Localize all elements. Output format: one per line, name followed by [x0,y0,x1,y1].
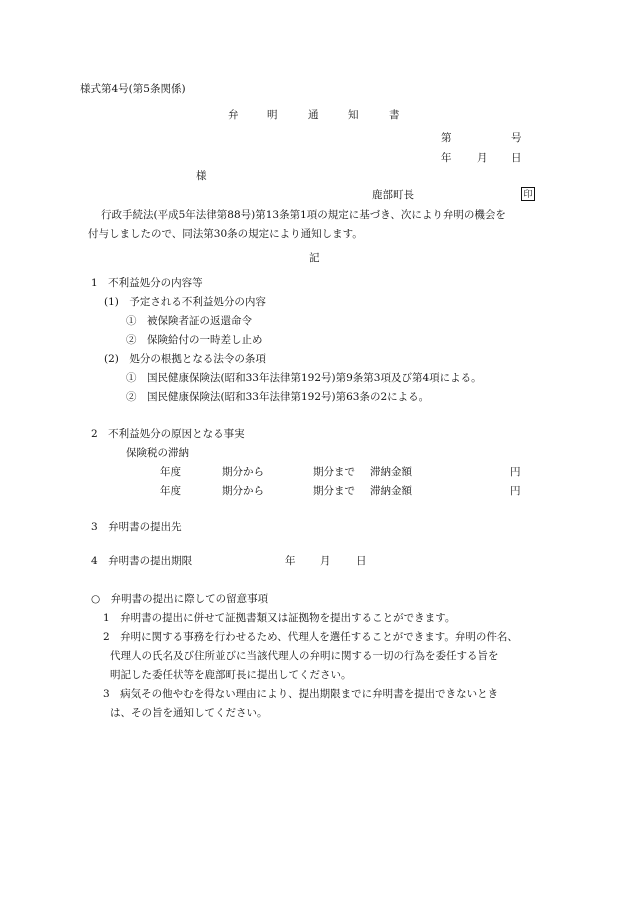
arrears-to: 期分まで [313,485,355,497]
date-day: 日 [511,152,522,164]
seal-text: 印 [523,190,533,200]
notes-item2-line2: 代理人の氏名及び住所並びに当該代理人の弁明に関する一切の行為を委任する旨を [110,650,499,662]
section2-heading: 2 不利益処分の原因となる事実 [91,428,245,440]
date-year: 年 [441,152,452,164]
title-char: 書 [389,109,400,121]
intro-text-line2: 付与しましたので、同法第30条の規定により通知します。 [88,228,363,240]
notes-item2-line1: 2 弁明に関する事務を行わせるため、代理人を選任することができます。弁明の件名、 [103,631,518,643]
date-month: 月 [477,152,488,164]
arrears-year: 年度 [160,466,181,478]
title-char: 知 [348,109,359,121]
doc-number-suffix: 号 [511,132,522,144]
section1-sub1-item: ① 被保険者証の返還命令 [126,315,252,327]
title-char: 明 [267,109,278,121]
arrears-year: 年度 [160,485,181,497]
seal-stamp [521,187,535,201]
intro-text-line1: 行政手続法(平成5年法律第88号)第13条第1項の規定に基づき、次により弁明の機会を [101,209,506,221]
section2-sub: 保険税の滞納 [126,447,189,459]
section1-sub1: (1) 予定される不利益処分の内容 [104,296,266,308]
title-char: 通 [308,109,319,121]
notes-item3-line1: 3 病気その他やむを得ない理由により、提出期限までに弁明書を提出できないとき [103,688,499,700]
ki-heading: 記 [309,252,320,264]
section1-sub2-item: ② 国民健康保険法(昭和33年法律第192号)第63条の2による。 [126,391,430,403]
section1-sub2-item: ① 国民健康保険法(昭和33年法律第192号)第9条第3項及び第4項による。 [126,372,482,384]
arrears-unit: 円 [510,466,521,478]
arrears-label: 滞納金額 [370,485,412,497]
section3-heading: 3 弁明書の提出先 [91,521,182,533]
deadline-year: 年 [285,555,296,567]
arrears-from: 期分から [222,485,264,497]
notes-item2-line3: 明記した委任状等を鹿部町長に提出してください。 [110,669,352,681]
section1-heading: 1 不利益処分の内容等 [91,277,203,289]
section1-sub2: (2) 処分の根拠となる法令の条項 [104,353,266,365]
notes-heading: ○ 弁明書の提出に際しての留意事項 [91,593,269,605]
section1-sub1-item: ② 保険給付の一時差し止め [126,334,263,346]
notes-item3-line2: は、その旨を通知してください。 [110,707,268,719]
form-number: 様式第4号(第5条関係) [80,83,186,95]
notes-item1: 1 弁明書の提出に併せて証拠書類又は証拠物を提出することができます。 [103,612,456,624]
deadline-month: 月 [320,555,331,567]
arrears-to: 期分まで [313,466,355,478]
doc-number-prefix: 第 [441,132,452,144]
recipient-honorific: 様 [196,170,207,182]
deadline-day: 日 [356,555,367,567]
arrears-label: 滞納金額 [370,466,412,478]
title-char: 弁 [228,109,239,121]
arrears-unit: 円 [510,485,521,497]
issuer-name: 鹿部町長 [372,189,414,201]
arrears-from: 期分から [222,466,264,478]
section4-heading: 4 弁明書の提出期限 [91,555,193,567]
